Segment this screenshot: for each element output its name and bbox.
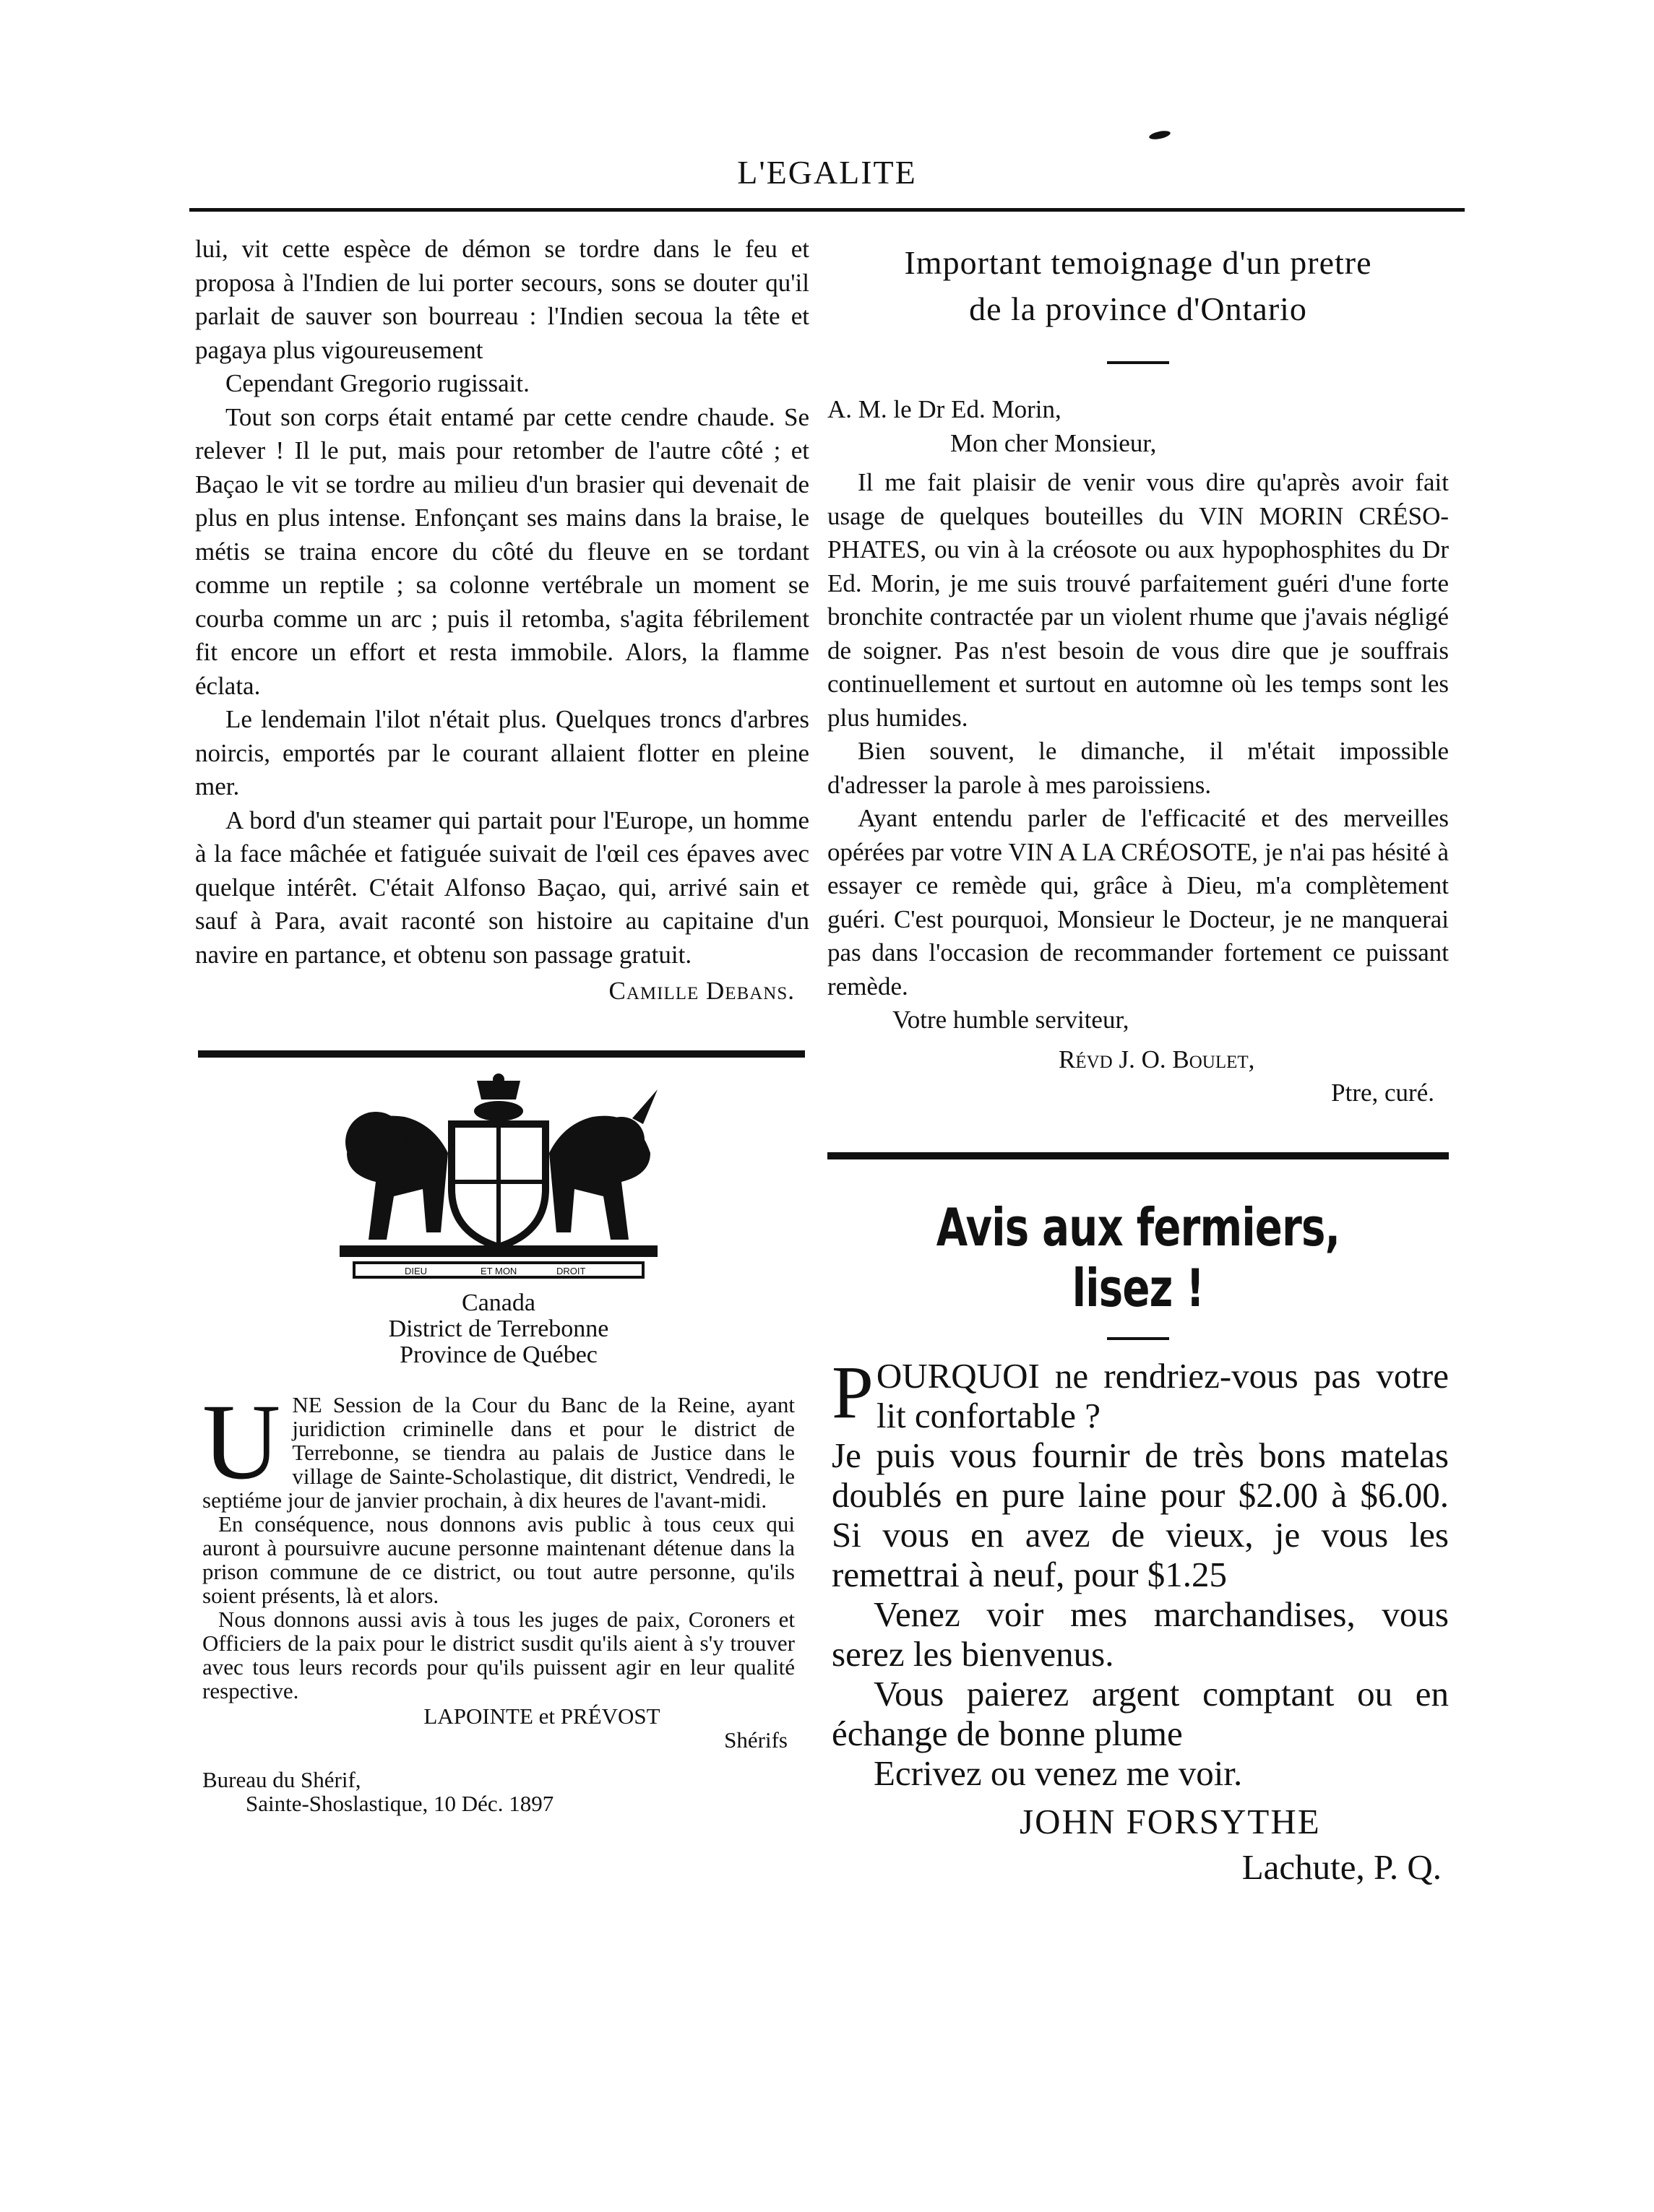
notice-place-date: Sainte-Shoslastique, 10 Déc. 1897 [246,1790,554,1816]
heading-line: District de Terrebonne [388,1315,609,1342]
notice-heading [202,1290,795,1368]
masthead: L'EGALITE [737,154,917,191]
story-paragraph: Tout son corps était entamé par cette cendre chaude. Se relever ! Il le put, mais pour retomber de l'autre côté ; et Baçao le vit se tordre au milieu d'un brasier qui devenait de plus en plus intense. Enfonçant ses mains dans la braise, le métis se traina encore du côté du fleuve en se tordant comme un reptile ; sa colonne vertébrale un moment se courba comme un arc ; puis il retomba, s'agita fébrilement fit encore un effort et resta immobile. Alors, la flamme éclata. [195,402,809,700]
notice-signers-title: Shérifs [724,1727,788,1753]
notice-paragraph: NE Session de la Cour du Banc de la Reine, ayant juridiction criminelle dans et pour le district de Terrebonne, se tiendra au palais de Justice dans le village de Sainte-Scholastique, dit district, Vendredi, le septiéme jour de janvier prochain, à dix heures de l'avant-midi. [202,1391,795,1513]
testimonial-signer: Révd J. O. Boulet, [1059,1045,1255,1073]
royal-coat-of-arms-icon [325,1073,672,1283]
testimonial-closing: Votre humble serviteur, [892,1006,1129,1034]
mattress-ad [827,1197,1449,1887]
story-paragraph: A bord d'un steamer qui partait pour l'Europe, un homme à la face mâchée et fatiguée suivait de l'œil ces épaves avec quelque intérêt. C'était Alfonso Baçao, qui, arrivé sain et sauf à Para, avait raconté son histoire au capitaine d'un navire en partance, et obtenu son passage gratuit. [195,805,809,969]
section-rule [827,1152,1449,1159]
notice-body [202,1381,795,1816]
notice-signers: LAPOINTE et PRÉVOST [423,1703,660,1729]
section-rule [198,1050,805,1058]
header-rule [189,208,1465,212]
ad-line: OURQUOI ne rendriez-vous pas votre lit confortable ? [876,1355,1449,1435]
ad-merchant: JOHN FORSYTHE [1020,1801,1321,1841]
testimonial-greeting: Mon cher Monsieur, [950,428,1157,457]
motto-text: ET MON [481,1265,517,1276]
left-column [195,233,809,1815]
drop-cap: P [832,1350,874,1434]
story-paragraph: lui, vit cette espèce de démon se tordre dans le feu et proposa à l'Indien de lui porter secours, sons se douter qu'il parlait de sauver son bourreau : l'Indien secoua la tête et pagaya plus vigoureusement [195,235,809,364]
testimonial-paragraph: Ayant entendu parler de l'efficacité et des merveilles opérées par votre VIN A LA CRÉOSOTE, je n'ai pas hésité à essayer ce remède qui, grâce à Dieu, m'a complètement guéri. C'est pourquoi, Monsieur le Docteur, je ne manquerai pas dans l'occasion de recommander fortement ce puissant remède. [827,804,1449,1001]
ad-line: Vous paierez argent comptant ou en échange de bonne plume [832,1673,1449,1753]
testimonial-paragraph: Bien souvent, le dimanche, il m'était impossible d'adresser la parole à mes paroissiens. [827,737,1449,799]
motto-text: DIEU [405,1265,428,1276]
motto-text: DROIT [556,1265,586,1276]
notice-paragraph: Nous donnons aussi avis à tous les juges de paix, Coroners et Officiers de la paix pour le district susdit qu'ils aient à s'y trouver avec tous leurs records pour qu'ils puissent agir en leur qualité respective. [202,1606,795,1703]
title-line: Important temoignage d'un pretre [904,244,1372,281]
right-column [827,233,1449,1887]
story-signature: Camille Debans. [608,977,795,1005]
ad-location: Lachute, P. Q. [1241,1846,1442,1887]
heading-line: Canada [462,1289,535,1316]
ad-line: Je puis vous fournir de très bons matelas doublés en pure laine pour $2.00 à $6.00. Si vous en avez de vieux, je vous les remettrai à neuf, pour $1.25 [832,1435,1449,1594]
story-paragraph: Cependant Gregorio rugissait. [225,369,530,397]
ink-blot [1148,129,1171,141]
notice-paragraph: En conséquence, nous donnons avis public à tous ceux qui auront à poursuivre aucune personne maintenant détenue dans la prison commune de ce district, ou tout autre personne, qu'ils soient présents, là et alors. [202,1511,795,1608]
title-line: de la province d'Ontario [969,290,1307,327]
drop-cap: U [202,1381,281,1502]
testimonial-signer-title: Ptre, curé. [1331,1079,1434,1107]
court-notice [195,1073,809,1815]
story-paragraph: Le lendemain l'ilot n'était plus. Quelques troncs d'arbres noircis, emportés par le courant allaient flotter en pleine mer. [195,705,809,800]
short-rule [1107,361,1169,364]
ad-body [827,1350,1449,1887]
testimonial-salutation: A. M. le Dr Ed. Morin, [827,395,1061,423]
testimonial [827,240,1449,1110]
testimonial-paragraph: Il me fait plaisir de venir vous dire qu'après avoir fait usage de quelques bouteilles du VIN MORIN CRÉSO-PHATES, ou vin à la créosote ou aux hypophosphites du Dr Ed. Morin, je me suis trouvé parfaitement guéri d'une forte bronchite contractée par un violent rhume que j'avais négligé de soigner. Pas n'est besoin de vous dire que je souffrais continuellement et surtout en automne où les temps sont les plus humides. [827,468,1449,732]
heading-line: Province de Québec [400,1341,598,1368]
testimonial-title [827,240,1449,332]
ad-line: Venez voir mes marchandises, vous serez les bienvenus. [832,1594,1449,1674]
ad-line: Ecrivez ou venez me voir. [874,1753,1243,1793]
notice-office: Bureau du Shérif, [202,1766,361,1792]
ad-title: Avis aux fermiers, lisez ! [936,1196,1340,1318]
short-rule [1107,1337,1169,1340]
story-continuation [195,233,809,1008]
